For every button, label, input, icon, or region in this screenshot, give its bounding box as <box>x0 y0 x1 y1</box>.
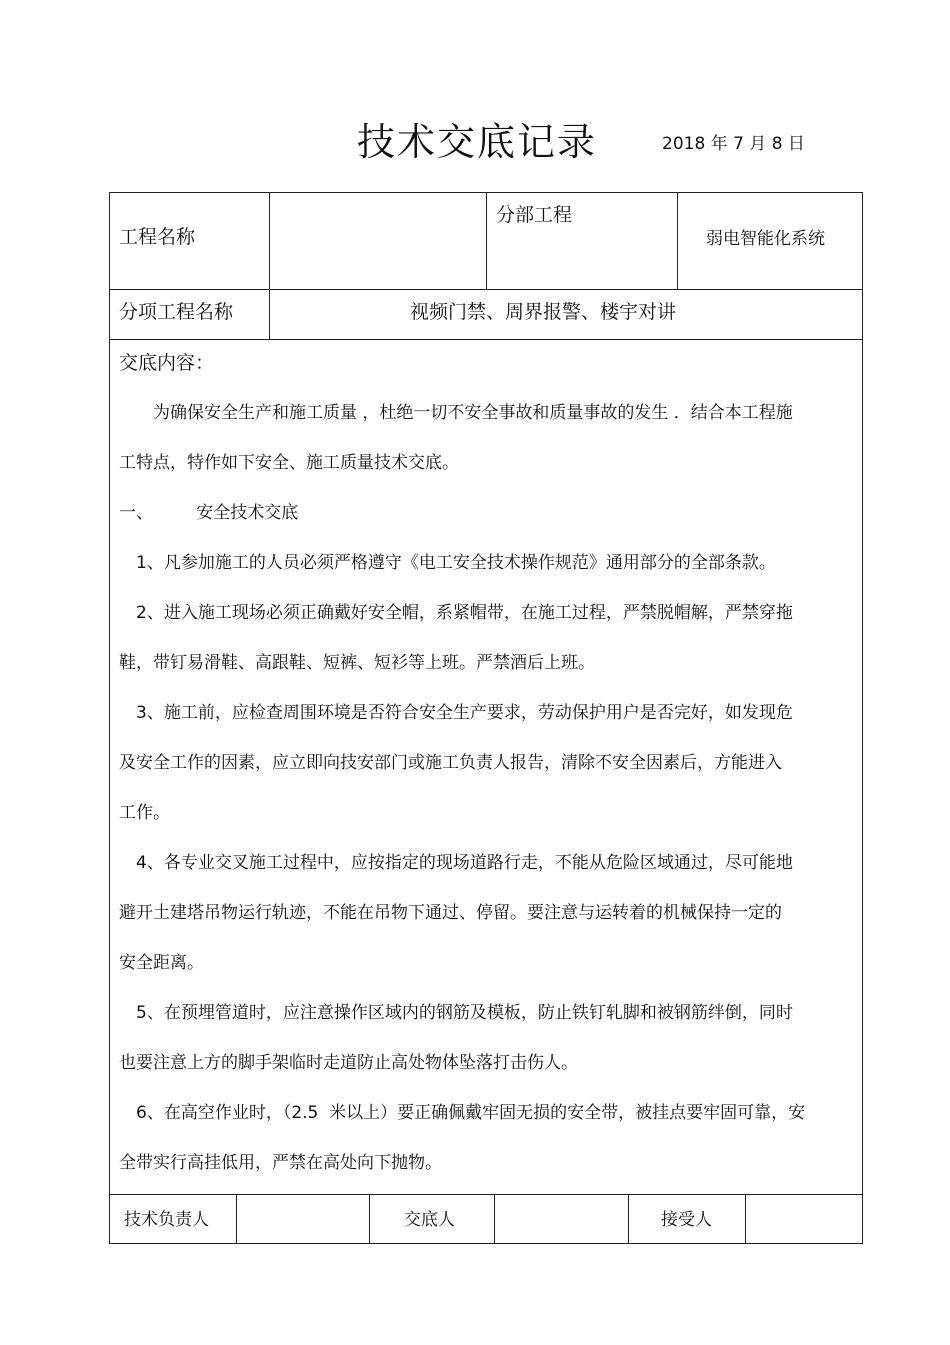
item-6-line-1: 6、在高空作业时，（2.5 米以上）要正确佩戴牢固无损的安全带，被挂点要牢固可靠，安 <box>136 1103 806 1123</box>
item-6-line-2: 全带实行高挂低用，严禁在高处向下抛物。 <box>119 1153 442 1173</box>
project-name-label: 工程名称 <box>119 226 196 248</box>
document-title: 技术交底记录 <box>357 120 598 164</box>
item-4-line-2: 避开土建塔吊物运行轨迹，不能在吊物下通过、停留。要注意与运转着的机械保持一定的 <box>119 903 782 923</box>
intro-line-2: 工特点，特作如下安全、施工质量技术交底。 <box>119 453 459 473</box>
intro-line-1: 为确保安全生产和施工质量 ，杜绝一切不安全事故和质量事故的发生 ．结合本工程施 <box>153 403 793 423</box>
division-value: 弱电智能化系统 <box>706 229 825 249</box>
tech-lead-label: 技术负责人 <box>124 1210 209 1230</box>
division-label: 分部工程 <box>496 204 573 226</box>
column-divider <box>494 1194 495 1244</box>
item-2-line-2: 鞋，带钉易滑鞋、高跟鞋、短裤、短衫等上班。严禁酒后上班。 <box>119 653 595 673</box>
document-date: 2018 年 7 月 8 日 <box>662 134 805 154</box>
column-divider <box>486 193 487 290</box>
sub-item-label: 分项工程名称 <box>119 301 234 323</box>
column-divider <box>269 193 270 290</box>
column-divider <box>236 1194 237 1244</box>
column-divider <box>628 1194 629 1244</box>
sub-item-value: 视频门禁、周界报警、楼宇对讲 <box>410 301 677 323</box>
item-5-line-2: 也要注意上方的脚手架临时走道防止高处物体坠落打击伤人。 <box>119 1053 578 1073</box>
item-3-line-3: 工作。 <box>119 803 170 823</box>
item-2-line-1: 2、进入施工现场必须正确戴好安全帽，系紧帽带，在施工过程，严禁脱帽解，严禁穿拖 <box>136 603 793 623</box>
row-divider <box>110 1194 862 1195</box>
column-divider <box>269 289 270 340</box>
item-5-line-1: 5、在预埋管道时，应注意操作区域内的钢筋及模板，防止铁钉轧脚和被钢筋绊倒，同时 <box>136 1003 793 1023</box>
presenter-label: 交底人 <box>404 1210 455 1230</box>
item-3-line-2: 及安全工作的因素，应立即向技安部门或施工负责人报告，清除不安全因素后，方能进入 <box>119 753 782 773</box>
column-divider <box>677 193 678 290</box>
row-divider <box>110 339 862 340</box>
content-heading: 交底内容： <box>119 352 215 374</box>
column-divider <box>369 1194 370 1244</box>
record-table <box>109 192 863 1244</box>
item-1-line-1: 1、凡参加施工的人员必须严格遵守《电工安全技术操作规范》通用部分的全部条款。 <box>136 553 776 573</box>
column-divider <box>745 1194 746 1244</box>
item-4-line-1: 4、各专业交叉施工过程中，应按指定的现场道路行走，不能从危险区域通过，尽可能地 <box>136 853 793 873</box>
item-3-line-1: 3、施工前，应检查周围环境是否符合安全生产要求，劳动保护用户是否完好，如发现危 <box>136 703 793 723</box>
item-4-line-3: 安全距离。 <box>119 953 204 973</box>
section-heading: 一、 安全技术交底 <box>119 503 299 523</box>
receiver-label: 接受人 <box>661 1210 712 1230</box>
